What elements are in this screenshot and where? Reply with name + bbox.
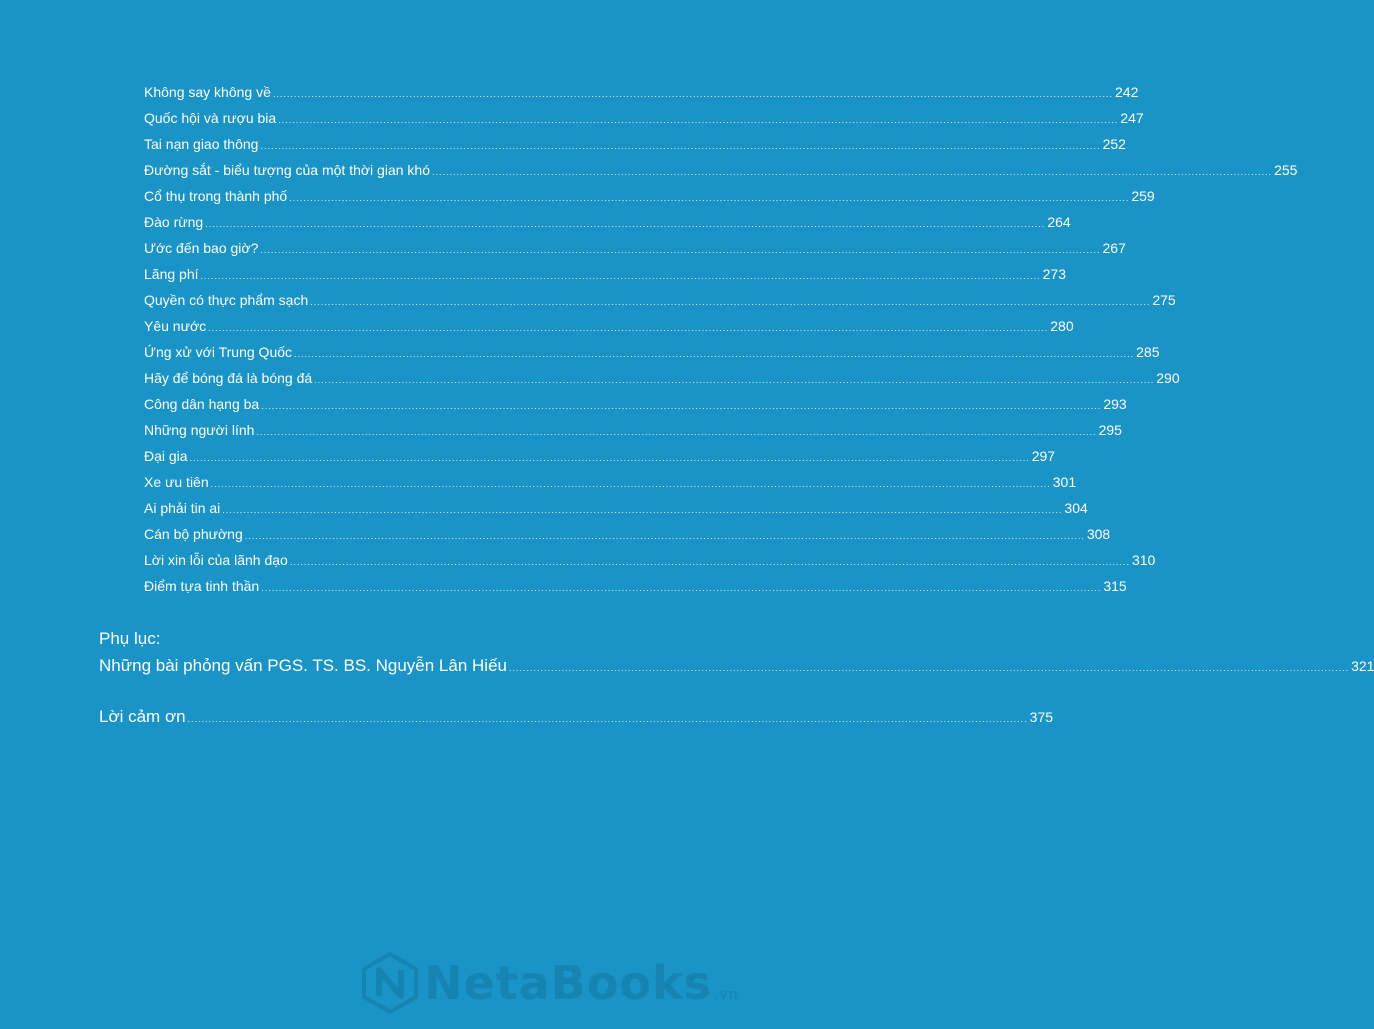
toc-entry-page-number: 275 xyxy=(1152,292,1176,308)
leader-dots xyxy=(260,237,1100,263)
leader-dots xyxy=(188,705,1028,733)
watermark xyxy=(362,952,739,1014)
toc-entry xyxy=(144,443,1056,469)
leader-dots xyxy=(290,549,1130,575)
toc-entry xyxy=(144,287,1176,313)
appendix-page-number: 321 xyxy=(1351,658,1374,674)
leader-dots xyxy=(314,367,1154,393)
toc-entry-page-number: 301 xyxy=(1052,474,1077,490)
appendix-section xyxy=(99,626,1374,680)
acknowledgements-section xyxy=(99,703,1054,731)
toc-entry-page-number: 304 xyxy=(1064,500,1088,516)
leader-dots xyxy=(201,263,1041,289)
acknowledgements-entry xyxy=(99,703,1054,731)
toc-entry xyxy=(144,183,1155,209)
toc-entry xyxy=(144,469,1077,495)
toc-entry-page-number: 310 xyxy=(1131,552,1156,568)
toc-entry-page-number: 285 xyxy=(1136,344,1160,360)
leader-dots xyxy=(261,575,1101,601)
leader-dots xyxy=(509,654,1349,682)
toc-entry xyxy=(144,131,1126,157)
table-of-contents xyxy=(144,79,1298,599)
leader-dots xyxy=(310,289,1150,315)
toc-entry-page-number: 252 xyxy=(1102,136,1126,152)
watermark-brand: NetaBooks .vn xyxy=(424,956,739,1010)
toc-entry xyxy=(144,573,1127,599)
toc-entry-page-number: 255 xyxy=(1274,162,1298,178)
toc-entry-page-number: 293 xyxy=(1103,396,1127,412)
watermark-suffix: .vn xyxy=(713,987,739,1003)
toc-entry-title: Lời xin lỗi của lãnh đạo xyxy=(144,552,288,568)
appendix-title: Những bài phỏng vấn PGS. TS. BS. Nguyễn Lân Hiếu xyxy=(99,656,507,675)
toc-entry-title: Tai nạn giao thông xyxy=(144,136,259,152)
acknowledgements-page-number: 375 xyxy=(1029,709,1054,725)
leader-dots xyxy=(260,133,1100,159)
toc-entry xyxy=(144,261,1066,287)
leader-dots xyxy=(190,445,1030,471)
toc-entry-title: Công dân hạng ba xyxy=(144,396,260,412)
leader-dots xyxy=(294,341,1134,367)
toc-entry-page-number: 295 xyxy=(1098,422,1122,438)
toc-entry xyxy=(144,547,1156,573)
toc-entry-title: Quốc hội và rượu bia xyxy=(144,110,277,126)
toc-entry xyxy=(144,521,1111,547)
toc-entry-page-number: 315 xyxy=(1103,578,1127,594)
toc-entry xyxy=(144,79,1139,105)
toc-entry-title: Ứng xử với Trung Quốc xyxy=(144,344,293,360)
toc-entry xyxy=(144,235,1126,261)
toc-entry-title: Không say không về xyxy=(144,84,271,100)
toc-entry-title: Điểm tựa tinh thần xyxy=(144,578,260,594)
toc-entry-title: Quyền có thực phẩm sạch xyxy=(144,292,309,308)
toc-entry-title: Cán bộ phường xyxy=(144,526,243,542)
leader-dots xyxy=(205,211,1045,237)
toc-entry-title: Đào rừng xyxy=(144,214,204,230)
toc-entry-page-number: 247 xyxy=(1120,110,1144,126)
toc-entry xyxy=(144,105,1144,131)
toc-entry xyxy=(144,365,1180,391)
leader-dots xyxy=(256,419,1096,445)
toc-entry-title: Lãng phí xyxy=(144,266,199,282)
leader-dots xyxy=(273,81,1113,107)
leader-dots xyxy=(222,497,1062,523)
toc-entry xyxy=(144,157,1298,183)
toc-entry-title: Đại gia xyxy=(144,448,188,464)
appendix-heading: Phụ lục: xyxy=(99,629,161,648)
toc-entry-page-number: 259 xyxy=(1131,188,1155,204)
leader-dots xyxy=(211,471,1051,497)
toc-entry-title: Ước đến bao giờ? xyxy=(144,240,259,256)
toc-entry-page-number: 242 xyxy=(1115,84,1139,100)
leader-dots xyxy=(289,185,1129,211)
toc-entry xyxy=(144,313,1074,339)
toc-entry xyxy=(144,495,1088,521)
toc-entry xyxy=(144,339,1160,365)
toc-entry-title: Ai phải tin ai xyxy=(144,500,221,516)
toc-entry-page-number: 308 xyxy=(1086,526,1111,542)
toc-entry-page-number: 290 xyxy=(1156,370,1180,386)
acknowledgements-title: Lời cảm ơn xyxy=(99,707,186,726)
toc-entry-page-number: 280 xyxy=(1050,318,1074,334)
toc-entry-title: Yêu nước xyxy=(144,318,207,334)
leader-dots xyxy=(261,393,1101,419)
toc-entry-title: Xe ưu tiên xyxy=(144,474,209,490)
toc-entry xyxy=(144,391,1127,417)
n-logo-icon xyxy=(362,952,418,1014)
leader-dots xyxy=(278,107,1118,133)
toc-entry-title: Cổ thụ trong thành phố xyxy=(144,188,288,204)
leader-dots xyxy=(432,159,1272,185)
toc-entry-page-number: 264 xyxy=(1047,214,1071,230)
appendix-entry xyxy=(99,652,1374,680)
leader-dots xyxy=(245,523,1085,549)
toc-entry-title: Hãy để bóng đá là bóng đá xyxy=(144,370,313,386)
toc-entry-page-number: 273 xyxy=(1042,266,1066,282)
toc-entry-page-number: 297 xyxy=(1031,448,1056,464)
leader-dots xyxy=(208,315,1048,341)
toc-entry xyxy=(144,417,1122,443)
toc-entry-page-number: 267 xyxy=(1102,240,1126,256)
toc-entry-title: Đường sắt - biểu tượng của một thời gian khó xyxy=(144,162,430,178)
toc-entry-title: Những người lính xyxy=(144,422,255,438)
toc-entry xyxy=(144,209,1071,235)
